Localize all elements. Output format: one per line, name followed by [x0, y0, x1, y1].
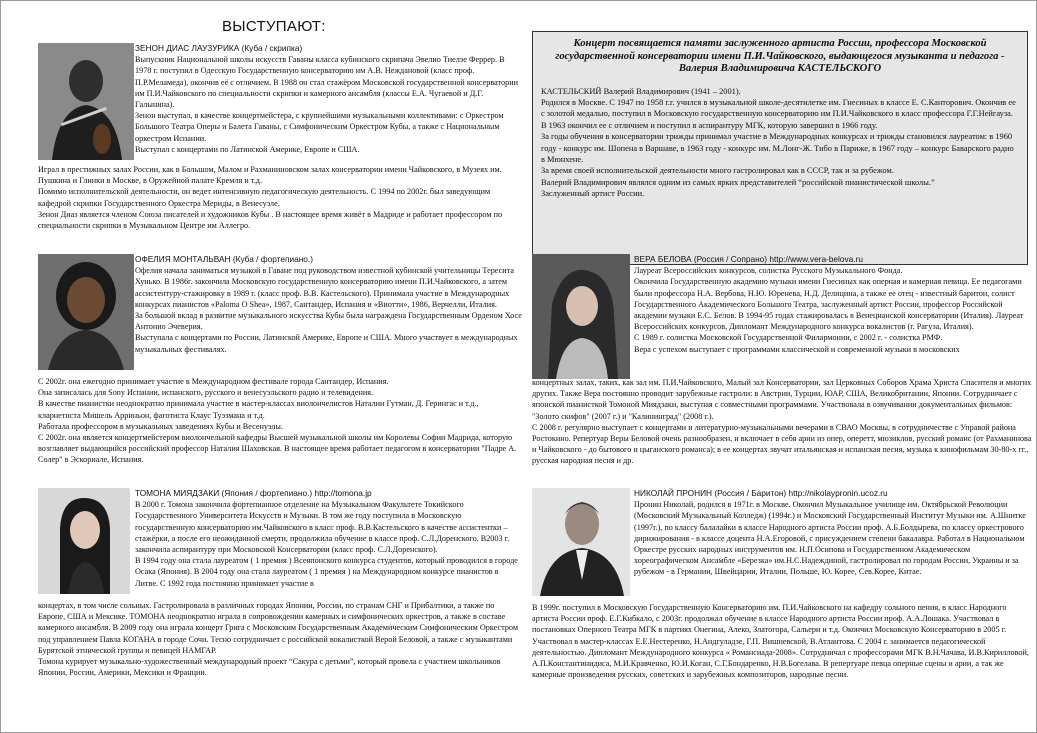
bio-paragraph: В 1994 году она стала лауреатом ( 1 премия ) Всеяпонского конкурса студентов, который проводился в городе Осака (Япония). В 2004 году она стала лауреатом ( 1 премия ) на Международном конкурсе пианистов в Литве. С 1992 года постоянно принимает участие в: [135, 556, 518, 588]
bio-vera-full: [532, 377, 1032, 467]
bio-paragraph: Работала профессором в музыкальных заведениях Кубы и Весенуэлы.: [38, 421, 283, 431]
bio-paragraph: Офелия начала заниматься музыкой в Гаване под руководством известной кубинской учительницы Тересита Хунько. В 1986г. закончила Московскую государственную консерваторию имени П.И.Чайковского, а затем ассистентуру-стажировку в 1989 г. (класс проф. В.В. Кастельского). Принимала участие в Международных конкурсах пианистов «Paloma O Shea», 1987, Сантандер, Испания и «Виотти», 1986, Верчелли, Италия.: [135, 266, 514, 309]
artist-name: ОФЕЛИЯ МОНТАЛЬВАН (Куба / фортепиано.): [135, 254, 313, 264]
memorial-paragraph: Валерий Владимирович являлся одним из самых ярких представителей “российской пианистической школы.”: [541, 177, 935, 187]
memorial-title: Концерт посвящается памяти заслуженного артиста России, профессора Московской государственной консерватории имени П.И.Чайковского, выдающегося музыканта и педагога - Валерия Владимировича КАСТЕЛЬСКОГО: [555, 38, 1005, 74]
memorial-paragraph: За годы обучения в консерватории трижды принимал участие в Международных конкурсах и трижды становился лауреатом: в 1960 году - конкурс им. Шопена в Варшаве, в 1963 году - конкурс им. М.Лонг-Ж. Тибо в Париже, в 1967 году – конкурс Баварского радио в Мюнхене.: [541, 132, 1014, 164]
bio-paragraph: Она записалась для Sony Испании, испанского, русского и венесуэльского радио и телевидения.: [38, 388, 374, 398]
bio-tomona: [38, 488, 522, 589]
bio-paragraph: Выпускник Национальной школы искусств Гаваны класса кубинского скрипача Эвелио Тиелэе Феррер. В 1978 г. поступил в Одесскую Государственную консерваторию им А.В. Неждановой (класс проф. П.Р.Меламеда), окончив её с отличием. В 1988 он стал стажёром Московской государственной консерватории им П.И.Чайковского по специальности скрипки и камерного ансамбля (классы Е.А. Чугаевой и Д.Г. Галынина).: [135, 55, 518, 110]
bio-paragraph: С 2002г. она является концертмейстером виолончельной кафедры Высшей музыкальной школы им Королевы Софии Мадрида, которую возглавляет выдающийся российский профессор Наталия Шаховская. В настоящее время работает педагогом в консерватории "Падре А. Солер" в Эскориале, Испания.: [38, 433, 517, 465]
bio-paragraph: В 2000 г. Томона закончила фортепианное отделение на Музыкальном Факультете Токийского Государственного Университета Искусств и Музыки. В том же году поступила в Московскую государственную консерваторию им.Чайковского в класс проф. В.В.Кастельского в качестве ассистентки – стажёрки, а после его неожиданной смерти, продолжила обучение в классе проф. С.Л.Доренского. В2003 г. закончила аспирантуру при Московской Консерватории (класс проф. С.Л.Доренского).: [135, 500, 510, 555]
bio-paragraph: Томона курирует музыкально-художественный международный проект “Сакура с детьми”, который провела с участием школьников Японии, России, Америки, Мексики и Франции.: [38, 657, 501, 678]
bio-paragraph: Выступала с концертами по России, Латинской Америке, Европе и США. Много участвует в международных музыкальных фестивалях.: [135, 333, 518, 354]
bio-ofelia: [38, 254, 522, 355]
bio-paragraph: Играл в престижных залах России, как в Большом, Малом и Рахманиновском залах консерватории имени Чайковского, в Музеях им. Пушкина и Глинки в Москве, в Оружейной палате Кремля и т.д.: [38, 165, 502, 186]
bio-nikolai: [532, 488, 1032, 578]
memorial-paragraph: Заслуженный артист России.: [541, 189, 645, 199]
bio-paragraph: С 2008 г. регулярно выступает с концертами и литературно-музыкальными вечерами в СВАО Москвы, в сотрудничестве с Управой района Ростокино. Репертуар Веры Беловой очень разнообразен, и включает в себя арии из опер, оперетт, мюзиклов, русский романс (от Рахманинова и Чайковского - до бытового и цыганского романса); в ее концертах звучат итальянская и испанская песня, музыка к кинофильмам 30-80-х гг., русская народная песня и др.: [532, 422, 1032, 466]
artist-name: ТОМОНА МИЯДЗАКИ (Япония / фортепиано.) http://tomona.jp: [135, 488, 372, 498]
page-title: ВЫСТУПАЮТ:: [222, 18, 326, 35]
bio-paragraph: концертных залах, таких, как зал им. П.И.Чайковского, Малый зал Консерватории, зал Церковных Соборов Храма Христа Спасителя и многих других. Также Вера постоянно проводит зарубежные гастроли: в Австрии, Турции, ЮАР, США, Великобритании, Японии. Сотрудничает с японской пианисткой Томоной Миядзаки, выступая с совместными программами. Участвовала в озвучивании документальных фильмов: "Золото скифов" (2007 г.) и "Калининград" (2008 г.).: [532, 378, 1032, 421]
bio-paragraph: Зенон Диаз является членом Союза писателей и художников Кубы . В настоящее время живёт в Мадриде и работает профессором по специальности скрипки в Музыкальном Центре им Аллегро.: [38, 209, 503, 231]
memorial-paragraph: Родился в Москве. С 1947 по 1958 г.г. учился в музыкальной школе-десятилетке им. Гнесиных в классе Е. С.Канторович. Окончив ее с золотой медалью, поступил в Московскую государственную консерваторию им П.И.Чайковского в класс профессора Г.Г.Нейгауза. В 1963 окончил ее с отличием и поступил в аспирантуру МГК, которую завершил в 1966 году.: [541, 97, 1016, 130]
bio-ofelia-full: [38, 376, 522, 466]
bio-nikolai-full: [532, 602, 1032, 680]
bio-paragraph: Зенон выступал, в качестве концертмейстера, с крупнейшими музыкальными коллективами: с Оркестром Большого Театра Оперы и Балета Гаваны, с Симфоническим Оркестром Кубы, а также с Национальным оркестром Испании.: [135, 111, 504, 143]
bio-paragraph: концертах, в том числе сольных. Гастролировала в различных городах Японии, России, по странам СНГ и Прибалтики, а также по Европе, США и Мексике. ТОМОНА неоднократно играла в сопровождении камерных и симфонических оркестров, а также в составе камерного ансамбля. В 2009 году она играла концерт Грига с Московским Государственным Академическим Симфоническим Оркестром под управлением Павла КОГАНА в городе Сочи. Тесно сотрудничает с российской вокалисткой Верой Беловой, а также с музыкантами Бурятской этнической группы и певицей НАМГАР.: [38, 601, 519, 655]
artist-name: НИКОЛАЙ ПРОНИН (Россия / Баритон) http://nikolaypronin.ucoz.ru: [634, 488, 888, 498]
bio-paragraph: Помимо исполнительской деятельности, он ведет интенсивную педагогическую деятельность. С 1994 по 2002г. был заведующим кафедрой скрипки Государственного Оркестра Мериды, в Венесуэле.: [38, 187, 491, 208]
bio-paragraph: Окончила Государственную академию музыки имени Гнесиных как оперная и камерная певица. Ее педагогами были профессора Н.А. Вербова, Н.Ю. Юренева, Н.Д. Делицина, а также ее отец - известный баритон, солист Государственного Академического Большого Театра, заслуженный артист России, профессор Российской академии музыки Е.С. Белов. В 1994-95 годах стажировалась в Венецианской консерватории (Италия). Лауреат Всероссийских конкурсов, Дипломант Международного конкурса вокалистов (г. Рагуза, Италия).: [634, 277, 1024, 332]
bio-zenon-full: [38, 164, 522, 231]
bio-paragraph: С 2002г. она ежегодно принимает участие в Международном фестивале города Сантандер, Испания.: [38, 377, 389, 386]
bio-paragraph: В 1999г. поступил в Московскую Государственную Консерваторию им. П.И.Чайковского на кафедру сольного пения, в класс Народного артиста России проф. Е.Г.Кибкало, с 2003г. продолжал обучение в классе Народного артиста России проф. А.А.Лошака. Участвовал в постановках Оперного Театра МГК в партиях Онегина, Алеко, Златогора, Сальери и т.д. Окончил Московскую Консерваторию в 2005 г. Участвовал в мастер-классах Е.Е.Нестеренко, Н.Андгуладзе, Г.П. Вишневской, В.Атлантова. С 2004 г. занимается педагогической деятельностью. Дипломант Международного конкурса « Романсиада-2008». Сотрудничал с профессорами МГК В.Н.Чачава, И.В.Кирилловой, А.П.Константинидиса, М.И.Кравченко, Ю.И.Коган, С.Г.Бондаренко, Н.В.Богелава. В репертуаре певца оперные сцены и арии, а так же камерные произведения русских, советских и зарубежных композиторов, народные песни.: [532, 603, 1029, 680]
artist-name: ЗЕНОН ДИАС ЛАУЗУРИКА (Куба / скрипка): [135, 43, 303, 53]
memorial-paragraph: КАСТЕЛЬСКИЙ Валерий Владимирович (1941 – 2001).: [541, 86, 741, 96]
artist-name: ВЕРА БЕЛОВА (Россия / Сопрано) http://www.vera-belova.ru: [634, 254, 863, 264]
bio-paragraph: С 1989 г. солистка Московской Государственной Филармонии, с 2002 г. - солистка РМФ.: [634, 333, 943, 343]
bio-paragraph: В качестве пианистки неоднократно принимала участие в мастер-классах виолончелистов Наталии Гутман, Д. Герингас и т.д., кларнетиста Мишель Арриньон, фаготиста Клаус Туэзмана и т.д.: [38, 399, 479, 420]
memorial-paragraph: За время своей исполнительской деятельности много гастролировал как в СССР, так и за рубежом.: [541, 166, 894, 176]
bio-paragraph: Выступал с концертами по Латинской Америке, Европе и США.: [135, 144, 360, 154]
bio-zenon: [38, 43, 522, 155]
bio-paragraph: Лауреат Всероссийских конкурсов, солистка Русского Музыкального Фонда.: [634, 266, 903, 276]
bio-paragraph: Вера с успехом выступает с программами классической и современной музыки в московских: [634, 344, 960, 354]
memorial-box: [532, 31, 1028, 265]
bio-paragraph: За большой вклад в развитие музыкального искусства Кубы была награждена Государственным Орденом Хосе Антонио Эчеверия.: [135, 311, 522, 332]
bio-vera: [532, 254, 1032, 355]
bio-paragraph: Пронин Николай, родился в 1971г. в Москве. Окончил Музыкальное училище им. Октябрьской Революции (Московский Музыкальный Колледж) (1994г.) и Московский Государственный Институт Музыки им. А.Шнитке (1997г.), по классу балалайки в классе Народного артиста России проф. А.Б.Болдырева, по классу оркестрового дирижирования - в классе доцента Н.А.Егоровой, с присуждением степени бакалавра. Работал в Национальном Оркестре русских народных инструментов им. Н.П.Осипова и Государственном Академическом хореографическом Ансамбле «Березка» им.Н.С.Надеждиной, гастролировал по городам России, Украины и за рубежом - в Германии, Швейцарии, Италии, Польше, Ю. Корее, Сев.Корее, Китае.: [634, 500, 1026, 577]
bio-tomona-full: [38, 600, 522, 678]
